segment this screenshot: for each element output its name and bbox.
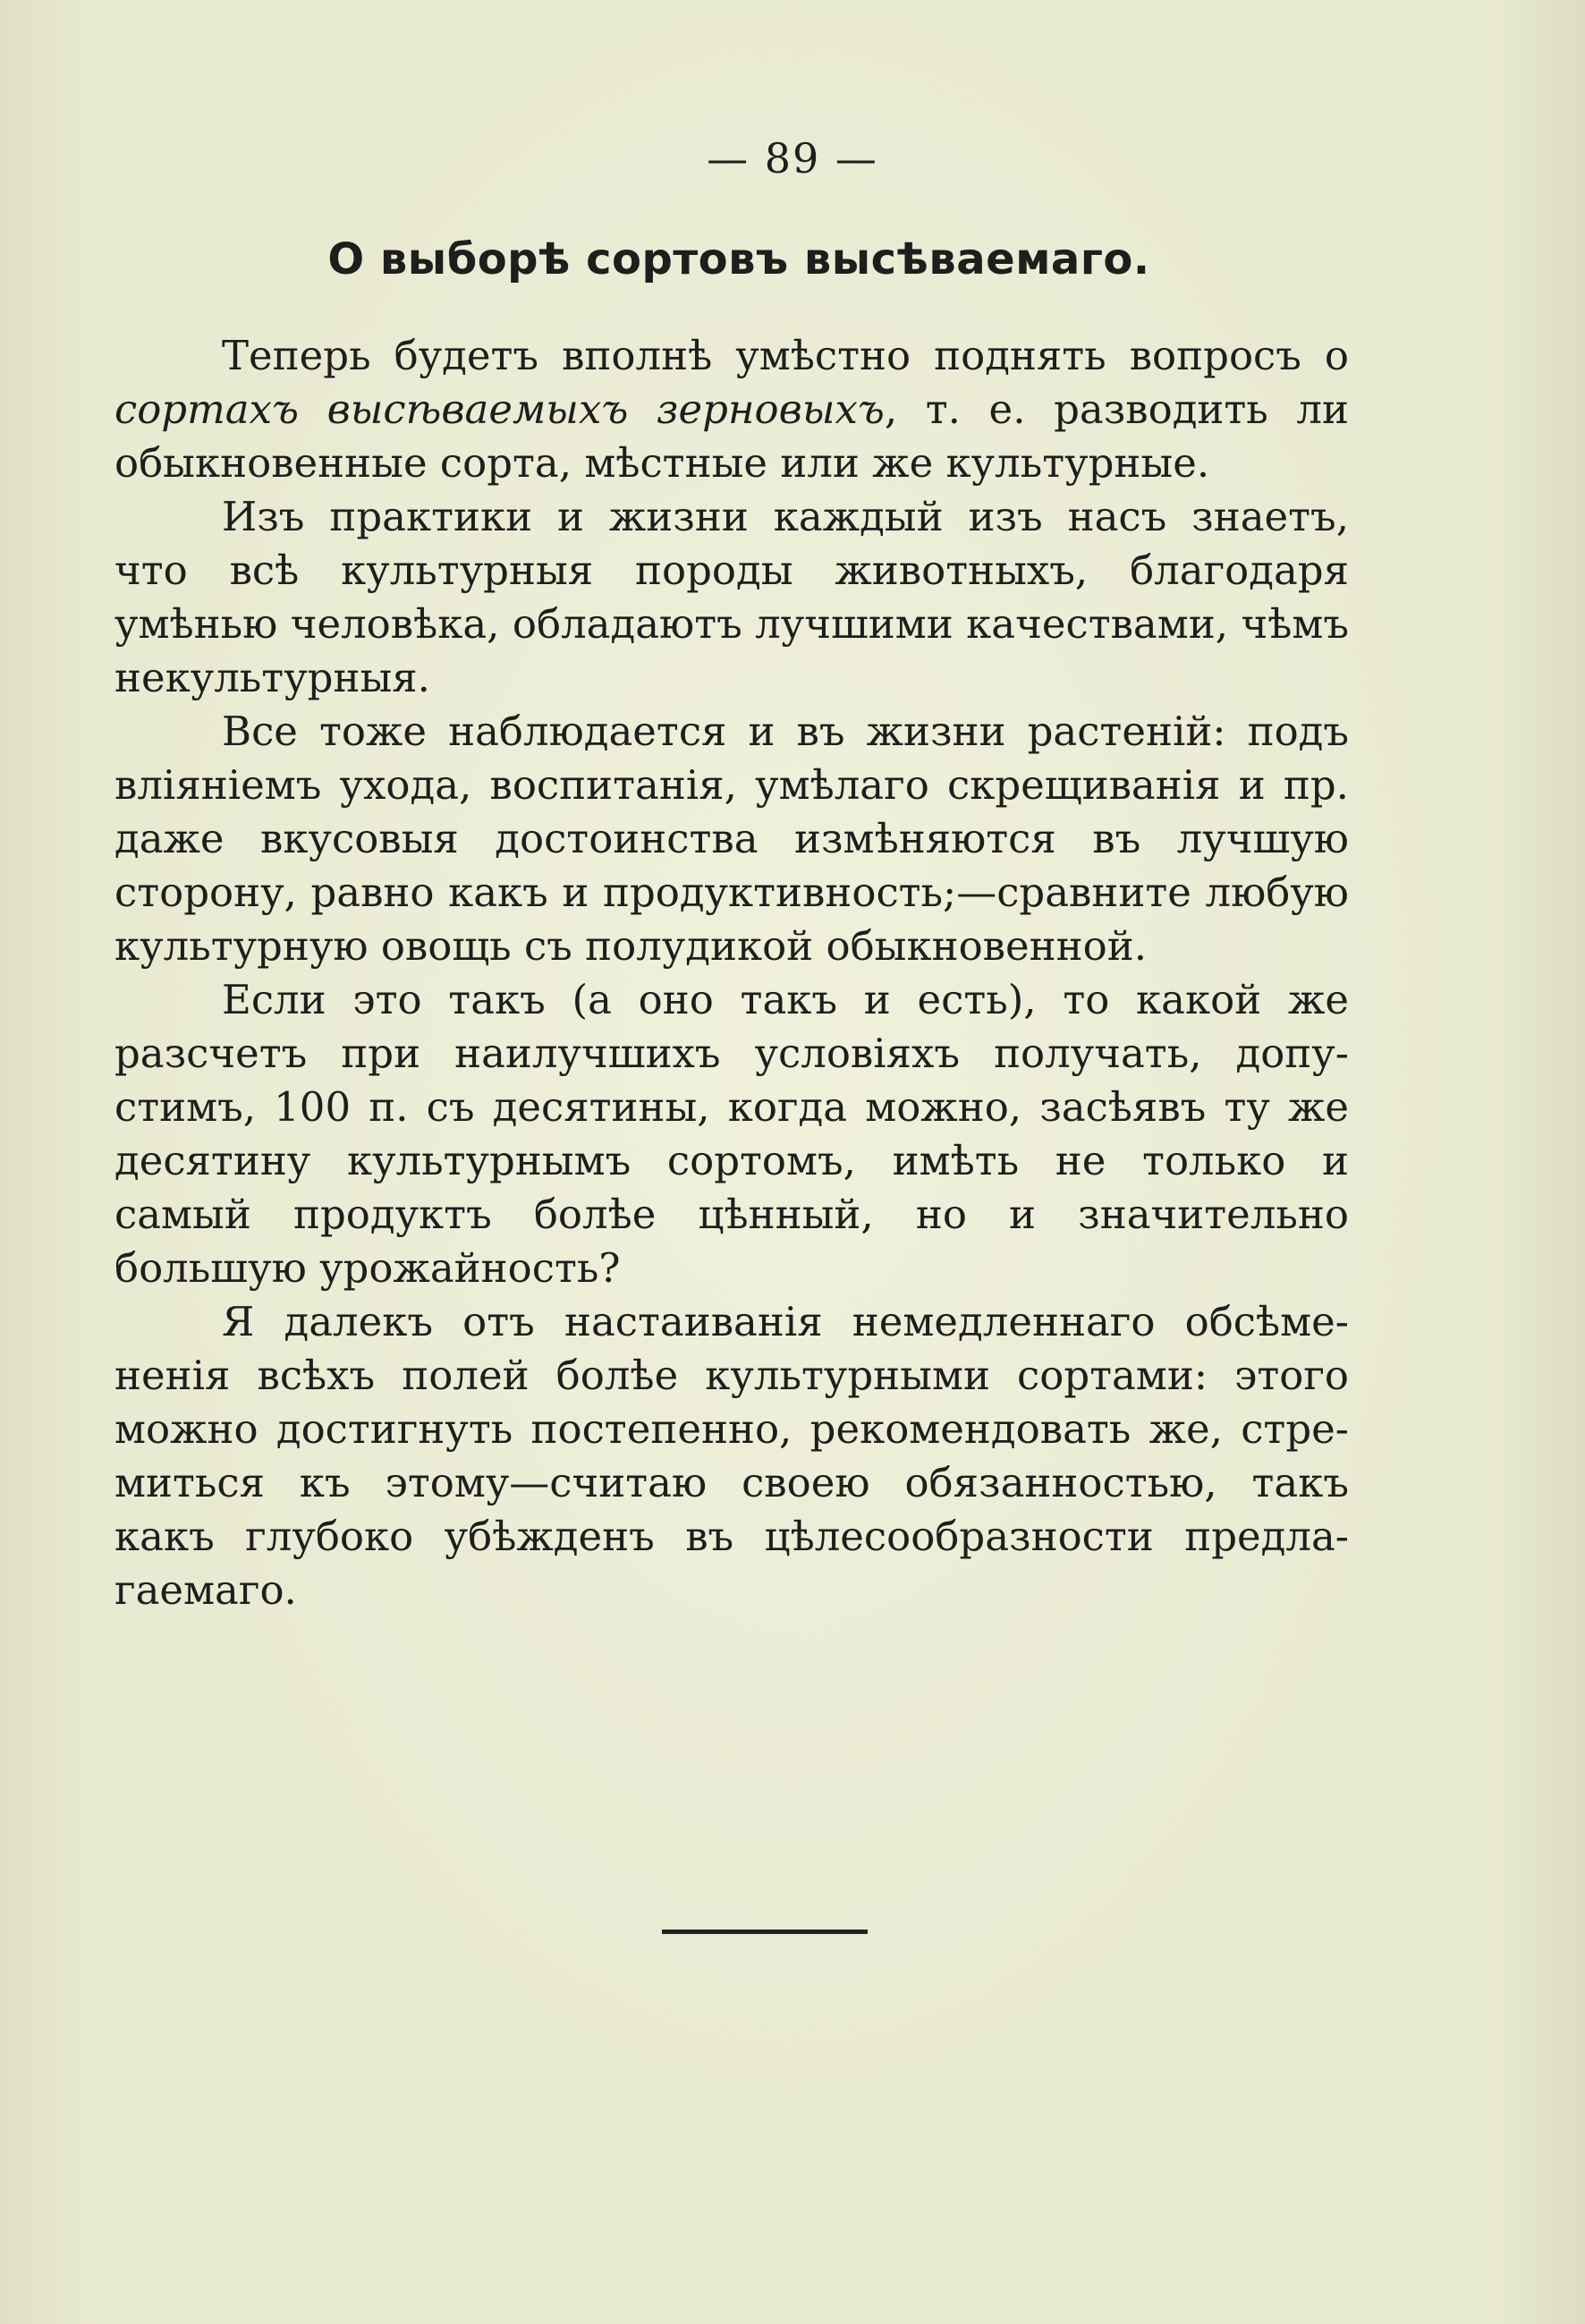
paragraph-1-end: , т. е. разводить ли обыкновенные сорта, мѣстные или же культурные. <box>114 386 1349 487</box>
page-number: — 89 — <box>707 134 878 182</box>
paragraph-2: Изъ практики и жизни каждый изъ насъ знаетъ, что всѣ культурныя породы животныхъ, благодаря умѣнью человѣка, обладаютъ лучшими качествами, чѣмъ некультурныя. <box>114 493 1349 701</box>
end-rule <box>662 1930 868 1934</box>
body-text <box>114 329 1349 1617</box>
paragraph-5: Я далекъ отъ настаиванія немедленнаго обсѣмененія всѣхъ полей болѣе культурными сортами: этого можно достигнуть постепенно, рекомендовать же, стремиться къ этому—считаю своею обязанностью, такъ какъ глубоко убѣжденъ въ цѣлесообразности предлагаемаго. <box>114 1298 1349 1614</box>
paragraph-4: Если это такъ (а оно такъ и есть), то какой же разсчетъ при наилучшихъ условіяхъ получать, допустимъ, 100 п. съ десятины, когда можно, засѣявъ ту же десятину культурнымъ сортомъ, имѣть не только и самый продуктъ болѣе цѣнный, но и значительно большую урожайность? <box>114 976 1349 1292</box>
paragraph-3: Все тоже наблюдается и въ жизни растеній: подъ вліяніемъ ухода, воспитанія, умѣлаго скрещиванія и пр. даже вкусовыя достоинства измѣняются въ лучшую сторону, равно какъ и продуктивность;—сравните любую культурную овощь съ полудикой обыкновенной. <box>114 708 1349 970</box>
paragraph-1-start: Теперь будетъ вполнѣ умѣстно поднять вопросъ о <box>222 332 1349 379</box>
paragraph-1 <box>114 329 1349 490</box>
section-heading: О выборѣ сортовъ высѣваемаго. <box>327 234 1150 284</box>
paragraph-1-emphasis: сортахъ высѣваемыхъ зерновыхъ <box>114 386 885 433</box>
